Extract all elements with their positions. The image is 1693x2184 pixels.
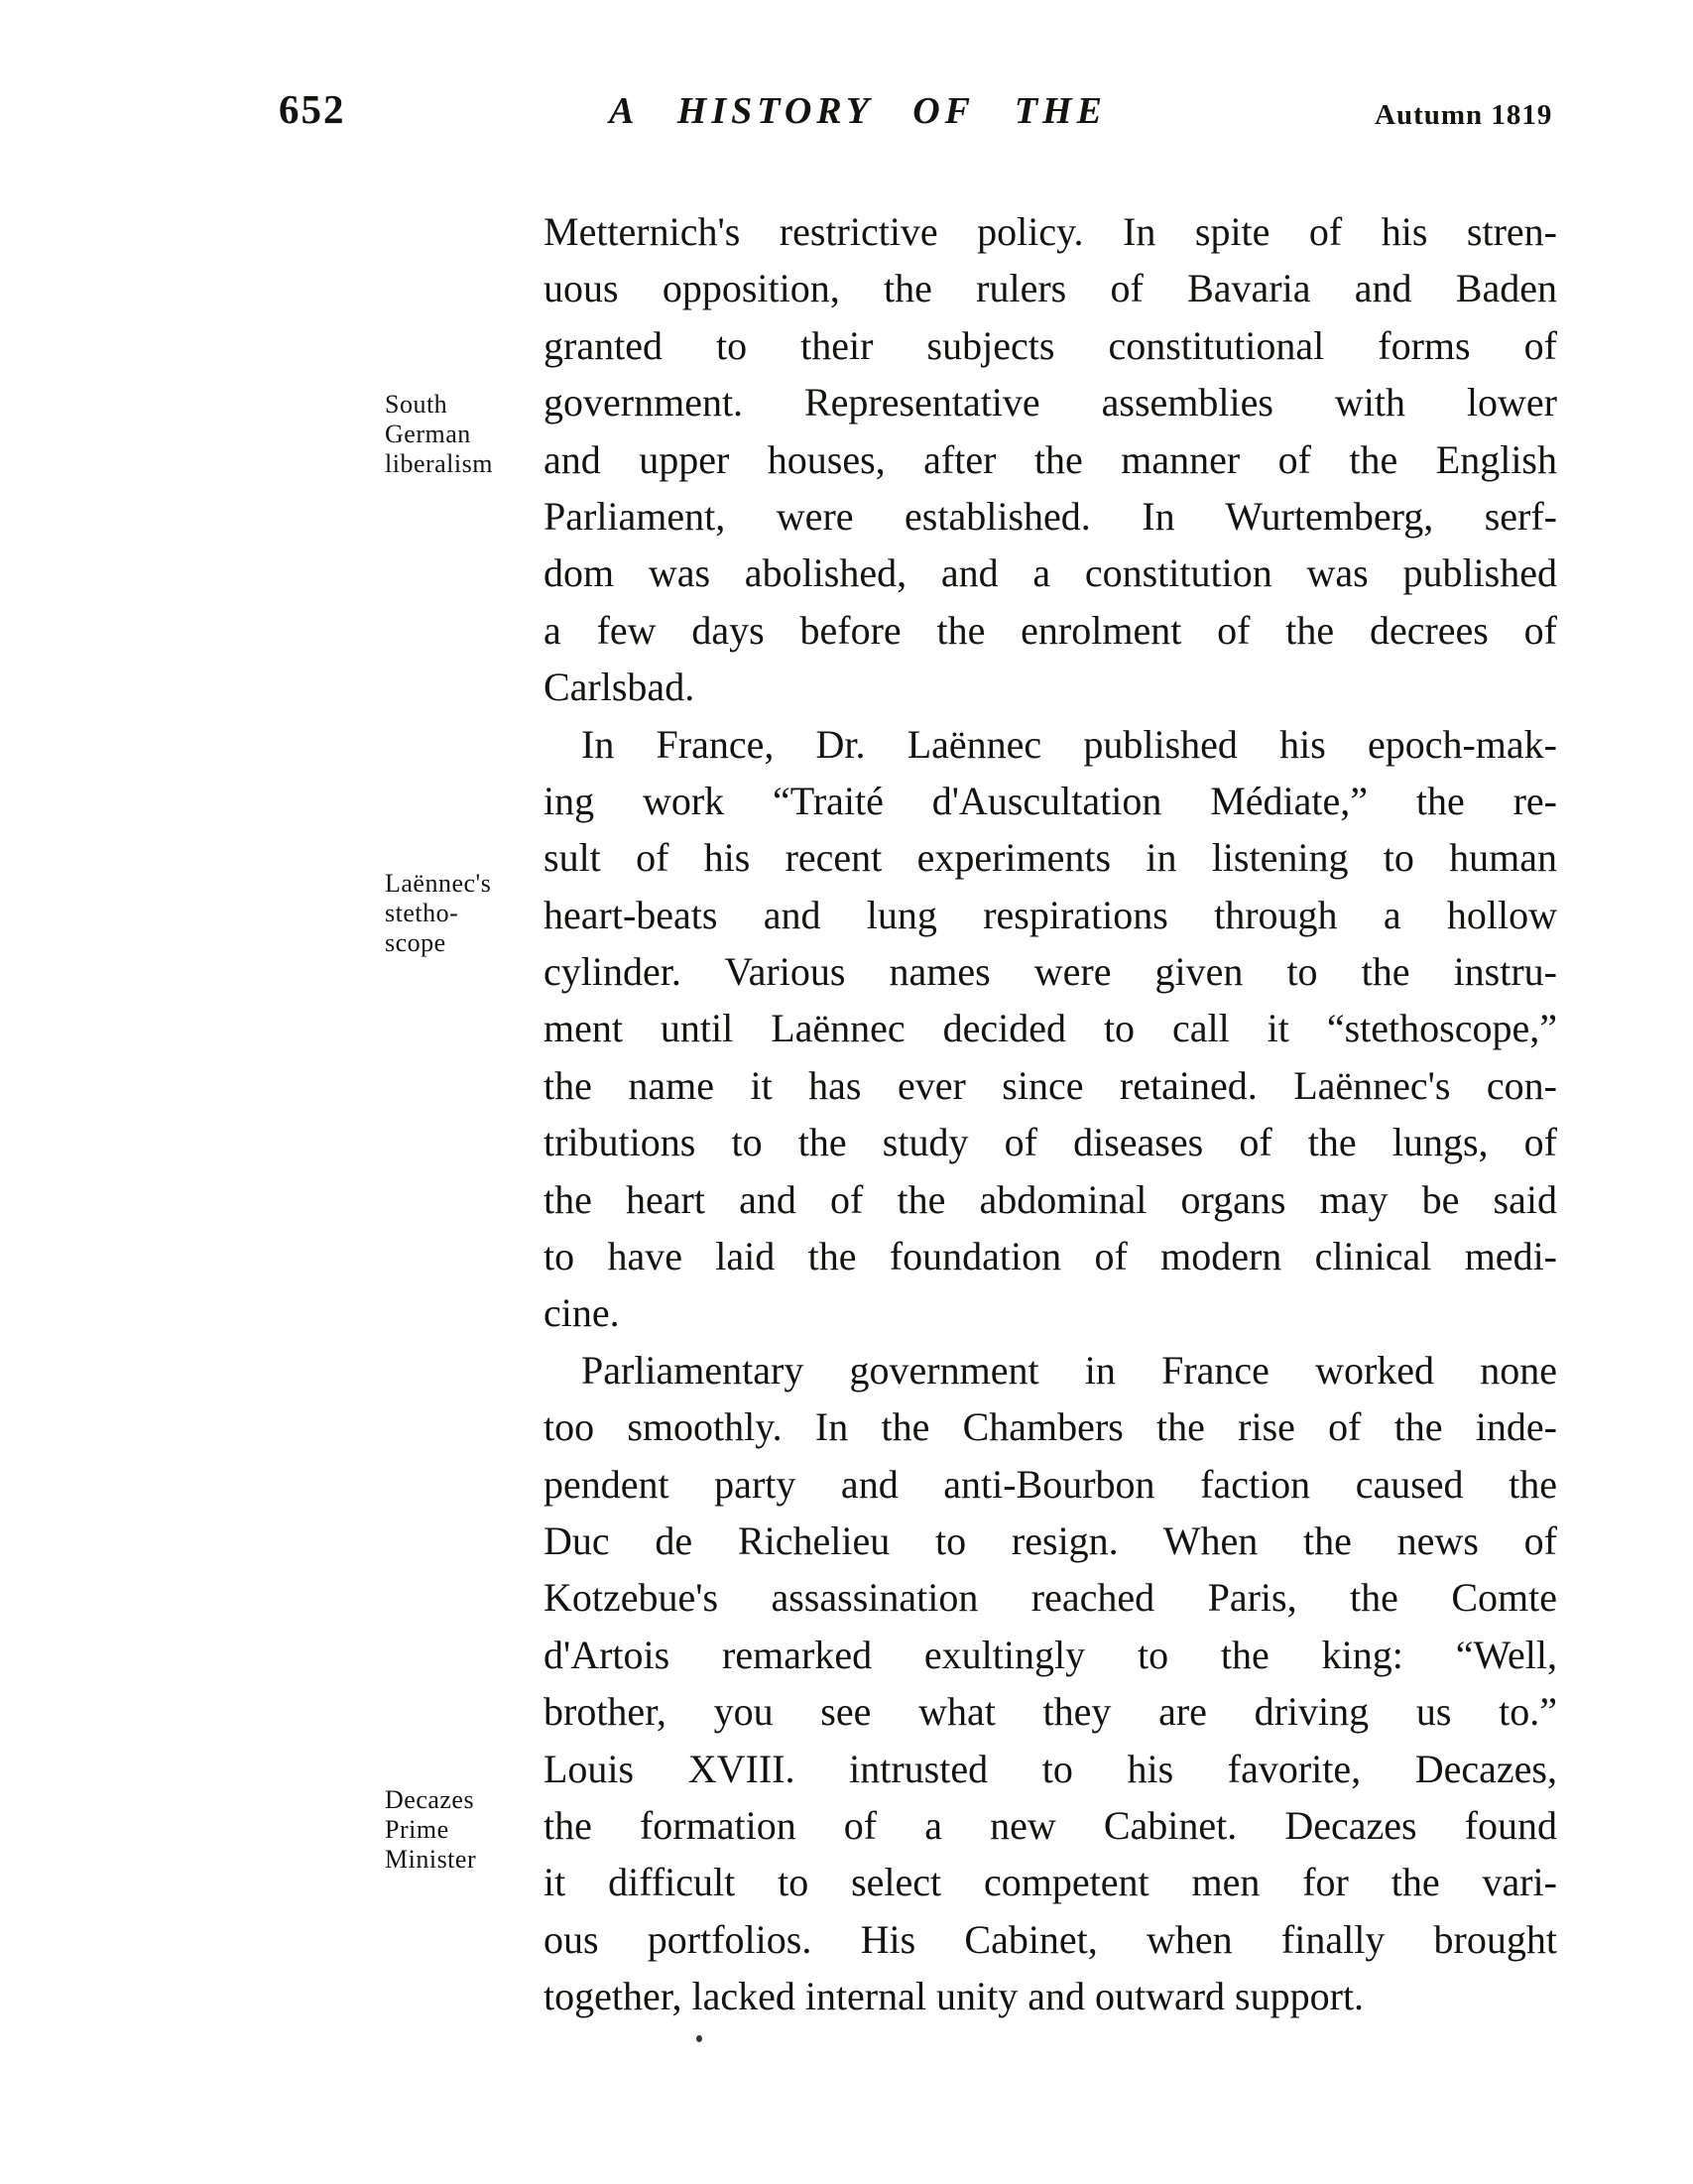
margin-note-line: liberalism xyxy=(385,449,493,478)
body-line: a few days before the enrolment of the decrees of xyxy=(544,607,1557,653)
body-line: together, lacked internal unity and outward support. xyxy=(544,1974,1365,2019)
body-line: too smoothly. In the Chambers the rise of the inde- xyxy=(544,1404,1557,1450)
body-line: tributions to the study of diseases of the lungs, of xyxy=(544,1120,1557,1165)
body-line: dom was abolished, and a constitution was published xyxy=(544,550,1557,596)
margin-note-decazes-prime-minister xyxy=(385,1785,544,1875)
margin-note-line: scope xyxy=(385,928,446,957)
body-line: Metternich's restrictive policy. In spite of his stren- xyxy=(544,209,1557,254)
scan-artifact-dot xyxy=(696,2035,702,2042)
body-line: and upper houses, after the manner of the English xyxy=(544,436,1557,482)
body-line: brother, you see what they are driving us to.” xyxy=(544,1689,1557,1735)
running-header: A HISTORY OF THE xyxy=(609,90,1107,132)
body-line: the formation of a new Cabinet. Decazes found xyxy=(544,1802,1557,1848)
body-line: Kotzebue's assassination reached Paris, the Comte xyxy=(544,1575,1557,1621)
margin-note-laennecs-stethoscope xyxy=(385,869,544,958)
date-header: Autumn 1819 xyxy=(1375,99,1553,131)
body-line: to have laid the foundation of modern clinical medi- xyxy=(544,1234,1557,1279)
body-line: granted to their subjects constitutional forms of xyxy=(544,322,1557,368)
body-line: d'Artois remarked exultingly to the king: “Well, xyxy=(544,1632,1557,1677)
body-text xyxy=(544,203,1557,2025)
body-line: In France, Dr. Laënnec published his epoch-mak- xyxy=(581,721,1557,767)
body-line: cylinder. Various names were given to the instru- xyxy=(544,949,1557,995)
margin-note-line: German xyxy=(385,420,471,448)
body-line: cine. xyxy=(544,1290,620,1336)
body-line: Parliamentary government in France worked none xyxy=(581,1347,1557,1393)
margin-note-line: Decazes xyxy=(385,1785,475,1814)
body-line: the heart and of the abdominal organs may be said xyxy=(544,1176,1557,1222)
body-line: Parliament, were established. In Wurtemberg, serf- xyxy=(544,493,1557,539)
body-line: heart-beats and lung respirations through a hollow xyxy=(544,892,1557,937)
body-line: government. Representative assemblies with lower xyxy=(544,380,1557,425)
body-line: the name it has ever since retained. Laënnec's con- xyxy=(544,1062,1557,1108)
page-number: 652 xyxy=(279,86,346,132)
body-line: ing work “Traité d'Auscultation Médiate,” the re- xyxy=(544,778,1557,823)
margin-note-line: stetho- xyxy=(385,899,459,927)
margin-note-line: Minister xyxy=(385,1845,477,1874)
margin-note-south-german-liberalism xyxy=(385,390,544,479)
body-line: pendent party and anti-Bourbon faction caused the xyxy=(544,1461,1557,1507)
margin-note-line: South xyxy=(385,390,448,419)
body-line: ment until Laënnec decided to call it “stethoscope,” xyxy=(544,1006,1557,1051)
margin-note-line: Laënnec's xyxy=(385,869,492,898)
body-line: Louis XVIII. intrusted to his favorite, Decazes, xyxy=(544,1746,1557,1791)
body-line: Carlsbad. xyxy=(544,665,695,710)
margin-note-line: Prime xyxy=(385,1815,449,1844)
body-line: it difficult to select competent men for the vari- xyxy=(544,1860,1557,1905)
body-line: ous portfolios. His Cabinet, when finally brought xyxy=(544,1916,1557,1962)
body-line: Duc de Richelieu to resign. When the news of xyxy=(544,1517,1557,1563)
body-line: uous opposition, the rulers of Bavaria and Baden xyxy=(544,266,1557,311)
body-line: sult of his recent experiments in listening to human xyxy=(544,835,1557,881)
